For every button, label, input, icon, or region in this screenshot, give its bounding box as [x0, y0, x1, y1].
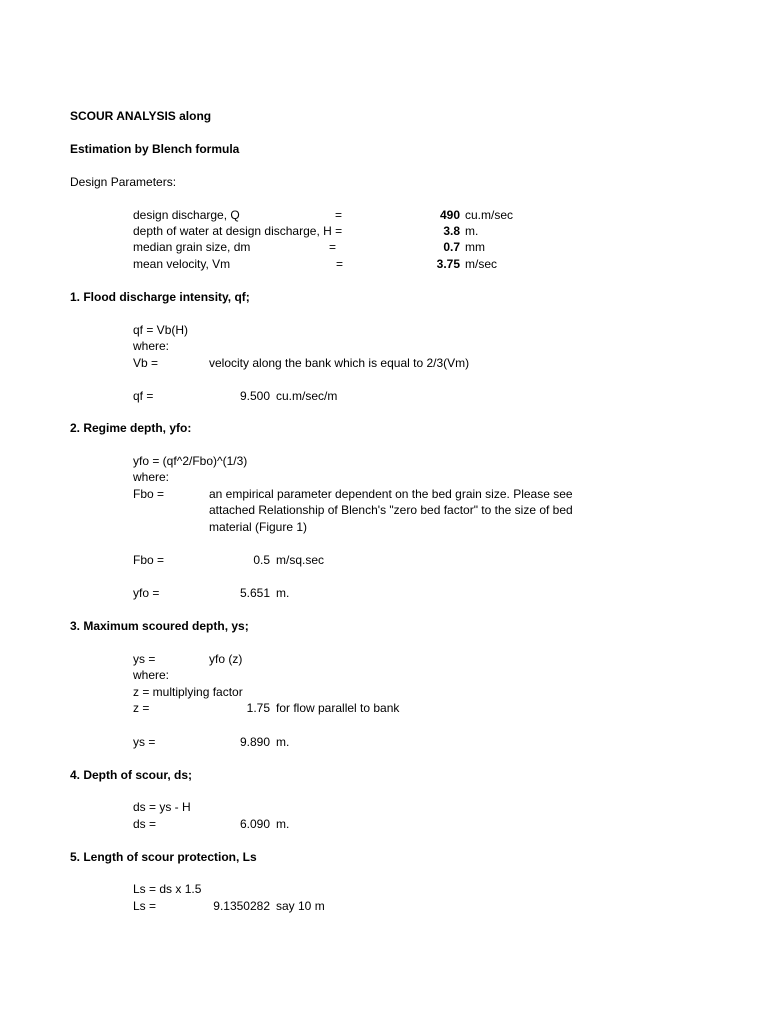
s3-ys-val-label: ys = — [133, 735, 156, 749]
s3-ys-formula: yfo (z) — [209, 652, 243, 666]
s5-ls-value: 9.1350282 — [213, 899, 270, 913]
param-unit-h: m. — [465, 224, 479, 238]
s2-formula: yfo = (qf^2/Fbo)^(1/3) — [133, 454, 248, 468]
param-label-dm: median grain size, dm — [133, 240, 251, 254]
s1-qf-unit: cu.m/sec/m — [276, 389, 338, 403]
s4-formula: ds = ys - H — [133, 800, 191, 814]
section-3-heading: 3. Maximum scoured depth, ys; — [70, 619, 249, 633]
s2-yfo-unit: m. — [276, 586, 290, 600]
s2-fbo-value: 0.5 — [253, 553, 270, 567]
s5-formula: Ls = ds x 1.5 — [133, 882, 202, 896]
s2-fbo-unit: m/sq.sec — [276, 553, 325, 567]
s4-ds-label: ds = — [133, 817, 157, 831]
s2-where: where: — [133, 470, 170, 484]
param-value-vm: 3.75 — [436, 257, 460, 271]
param-eq-q: = — [335, 208, 343, 222]
s3-where: where: — [133, 668, 170, 682]
s3-ys-value: 9.890 — [239, 735, 270, 749]
param-eq-vm: = — [336, 257, 344, 271]
s3-z-label: z = — [133, 701, 150, 715]
s1-where: where: — [133, 339, 170, 353]
s1-qf-label: qf = — [133, 389, 154, 403]
param-label-h: depth of water at design discharge, H = — [133, 224, 343, 238]
s1-vb-desc: velocity along the bank which is equal to 2/3(Vm) — [209, 356, 470, 370]
s3-z-value: 1.75 — [246, 701, 270, 715]
param-value-dm: 0.7 — [443, 240, 460, 254]
s2-fbo-desc-3: material (Figure 1) — [209, 520, 308, 534]
param-unit-vm: m/sec — [465, 257, 498, 271]
s2-yfo-value: 5.651 — [239, 586, 270, 600]
s2-yfo-label: yfo = — [133, 586, 160, 600]
s4-ds-unit: m. — [276, 817, 290, 831]
section-4-heading: 4. Depth of scour, ds; — [70, 768, 193, 782]
s3-ys-unit: m. — [276, 735, 290, 749]
s4-ds-value: 6.090 — [239, 817, 270, 831]
param-eq-dm: = — [329, 240, 337, 254]
s1-formula: qf = Vb(H) — [133, 323, 189, 337]
s2-fbo-desc-2: attached Relationship of Blench's "zero bed factor" to the size of bed — [209, 503, 573, 517]
s2-fbo-label: Fbo = — [133, 487, 165, 501]
s2-fbo-val-label: Fbo = — [133, 553, 165, 567]
param-unit-q: cu.m/sec — [465, 208, 514, 222]
s5-ls-note: say 10 m — [276, 899, 325, 913]
s3-ys-label: ys = — [133, 652, 156, 666]
param-value-h: 3.8 — [443, 224, 460, 238]
design-parameters-heading: Design Parameters: — [70, 175, 177, 189]
s5-ls-label: Ls = — [133, 899, 157, 913]
s3-z-note: for flow parallel to bank — [276, 701, 400, 715]
param-label-q: design discharge, Q — [133, 208, 240, 222]
section-5-heading: 5. Length of scour protection, Ls — [70, 850, 257, 864]
s2-fbo-desc-1: an empirical parameter dependent on the bed grain size. Please see — [209, 487, 573, 501]
subtitle: Estimation by Blench formula — [70, 142, 240, 156]
section-2-heading: 2. Regime depth, yfo: — [70, 421, 192, 435]
s3-z-desc: z = multiplying factor — [133, 685, 243, 699]
s1-vb-label: Vb = — [133, 356, 159, 370]
page-title: SCOUR ANALYSIS along — [70, 109, 212, 123]
param-unit-dm: mm — [465, 240, 485, 254]
section-1-heading: 1. Flood discharge intensity, qf; — [70, 290, 250, 304]
param-label-vm: mean velocity, Vm — [133, 257, 231, 271]
param-value-q: 490 — [439, 208, 460, 222]
s1-qf-value: 9.500 — [239, 389, 270, 403]
